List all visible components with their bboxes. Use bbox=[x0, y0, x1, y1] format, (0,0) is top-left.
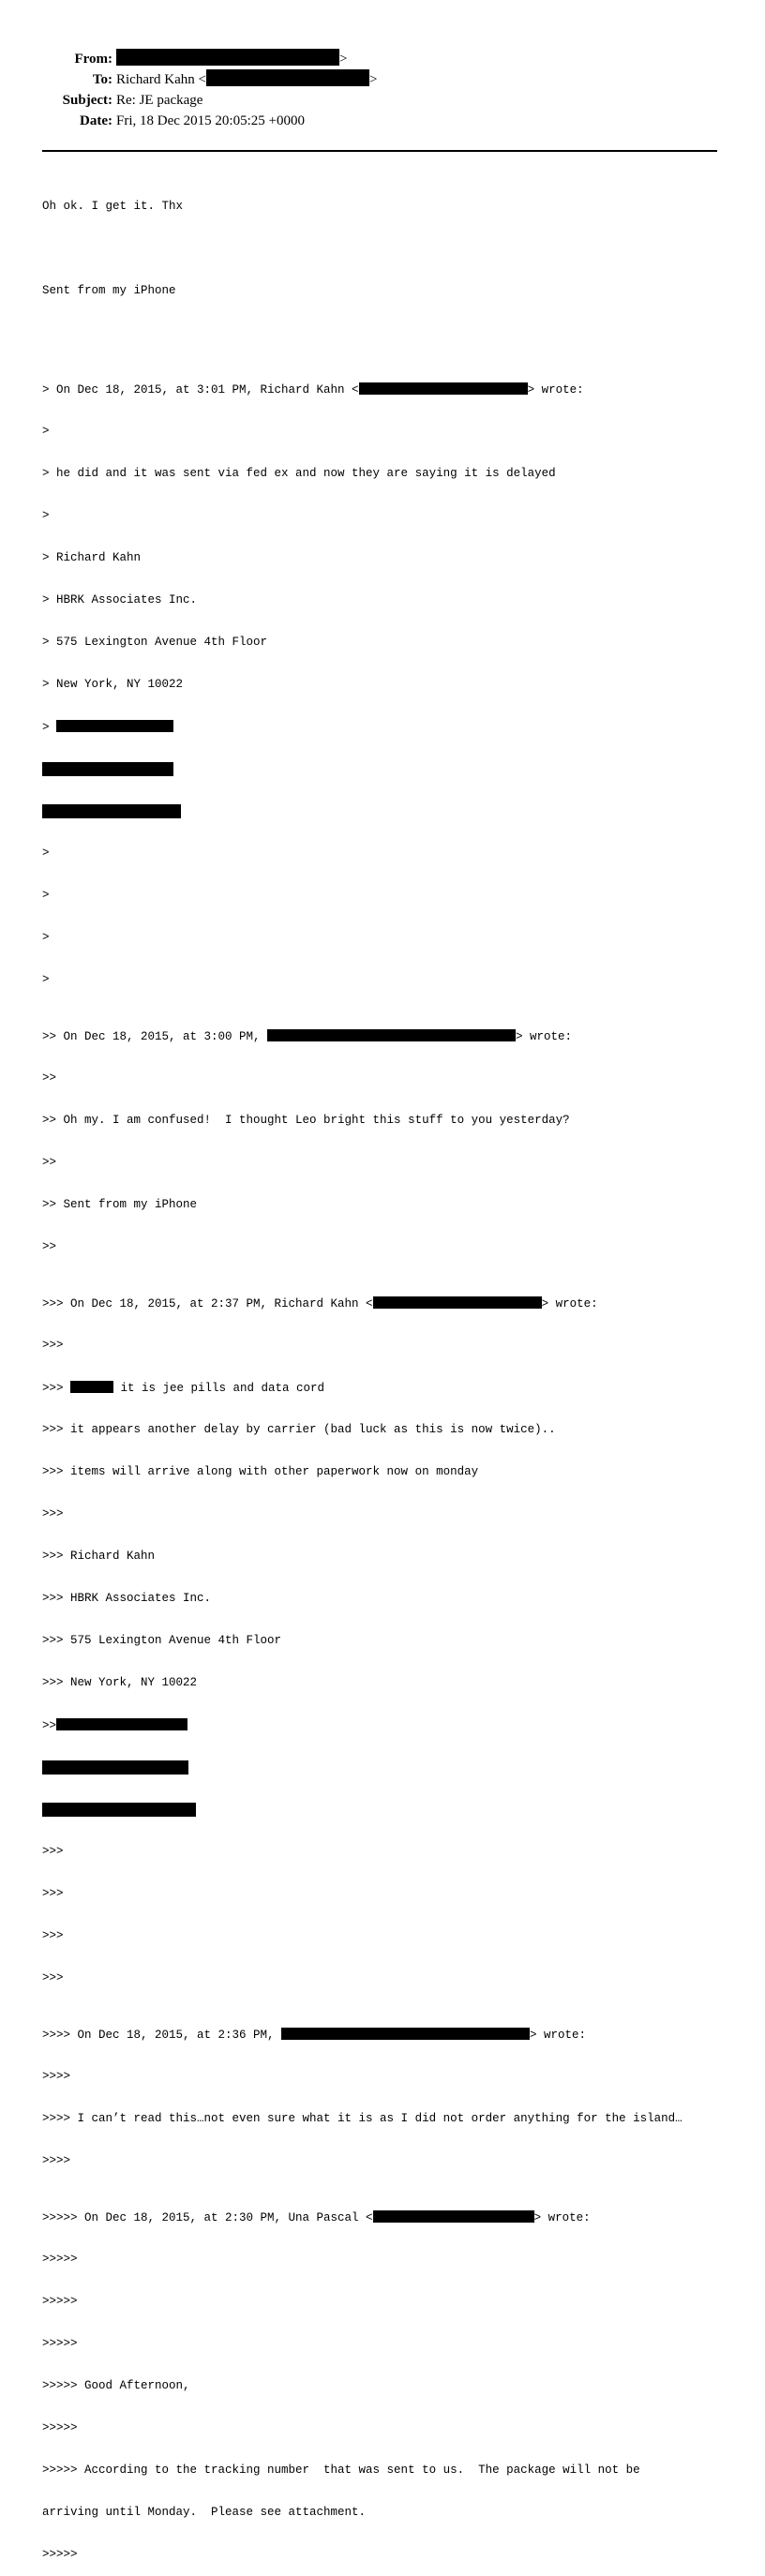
quote-header-suffix: > wrote: bbox=[530, 2029, 587, 2042]
body-line: > he did and it was sent via fed ex and now they are saying it is delayed bbox=[42, 467, 556, 480]
body-line: Oh ok. I get it. Thx bbox=[42, 200, 184, 213]
redaction-block bbox=[56, 720, 173, 732]
signature-line: >>> Richard Kahn bbox=[42, 1550, 156, 1563]
from-label: From: bbox=[74, 52, 112, 67]
body-line: >>>> I can’t read this…not even sure what it is as I did not order anything for the island… bbox=[42, 2112, 682, 2125]
signature-line: >>> New York, NY 10022 bbox=[42, 1676, 198, 1689]
from-suffix: > bbox=[339, 52, 348, 67]
body-line: >> bbox=[42, 1240, 57, 1253]
quote-prefix: > bbox=[42, 721, 57, 734]
to-name: Richard Kahn < bbox=[116, 72, 206, 87]
email-body bbox=[42, 172, 736, 2576]
body-line: >>>>> bbox=[42, 2295, 78, 2308]
body-line: >> bbox=[42, 1156, 57, 1169]
body-line: >>> items will arrive along with other paperwork now on monday bbox=[42, 1465, 479, 1478]
body-line: >>>>> bbox=[42, 2253, 78, 2266]
blank-line bbox=[42, 242, 736, 256]
body-line: >>>> bbox=[42, 2070, 71, 2083]
header-divider bbox=[42, 150, 717, 152]
redacted-line bbox=[42, 1803, 736, 1817]
body-line: >> Sent from my iPhone bbox=[42, 1198, 198, 1211]
signature-line: > New York, NY 10022 bbox=[42, 678, 184, 691]
redaction-block bbox=[359, 382, 528, 395]
body-line: > bbox=[42, 889, 50, 902]
body-line: >>>> bbox=[42, 2154, 71, 2167]
body-line: >>>>> bbox=[42, 2421, 78, 2434]
redacted-line bbox=[42, 1718, 736, 1732]
from-value bbox=[116, 49, 347, 69]
signature-line: > HBRK Associates Inc. bbox=[42, 593, 198, 607]
quote-header bbox=[42, 1296, 736, 1310]
body-line: >>>>> Good Afternoon, bbox=[42, 2379, 190, 2392]
body-line: >>> bbox=[42, 1339, 64, 1352]
body-line: >>> it appears another delay by carrier (bad luck as this is now twice).. bbox=[42, 1423, 556, 1436]
body-line: >>>>> bbox=[42, 2337, 78, 2350]
redaction-block bbox=[42, 1760, 188, 1775]
redacted-line bbox=[42, 804, 736, 818]
redaction-block bbox=[116, 49, 339, 66]
subject-label: Subject: bbox=[62, 93, 112, 108]
date-label: Date: bbox=[80, 113, 112, 128]
quote-header-text: >> On Dec 18, 2015, at 3:00 PM, bbox=[42, 1030, 268, 1043]
redaction-block bbox=[70, 1381, 113, 1393]
quote-header-text: >>> On Dec 18, 2015, at 2:37 PM, Richard Kahn < bbox=[42, 1297, 373, 1310]
quote-header-suffix: > wrote: bbox=[527, 383, 584, 397]
body-line: > bbox=[42, 425, 50, 438]
redaction-block bbox=[267, 1029, 516, 1041]
signature-line: > Richard Kahn bbox=[42, 551, 142, 564]
body-line: > bbox=[42, 846, 50, 860]
body-line: >>> bbox=[42, 1507, 64, 1520]
body-line: > bbox=[42, 973, 50, 986]
to-value bbox=[116, 69, 377, 90]
redacted-line bbox=[42, 720, 736, 734]
quote-header-suffix: > wrote: bbox=[541, 1297, 598, 1310]
body-line: >>> bbox=[42, 1929, 64, 1942]
signature-line: >>> 575 Lexington Avenue 4th Floor bbox=[42, 1634, 282, 1647]
body-line: Sent from my iPhone bbox=[42, 284, 176, 297]
body-line: >>> bbox=[42, 1845, 64, 1858]
body-line: > bbox=[42, 509, 50, 522]
redaction-block bbox=[373, 2210, 534, 2223]
redaction-block bbox=[42, 804, 181, 818]
body-line: arriving until Monday. Please see attachment. bbox=[42, 2506, 367, 2519]
redacted-line bbox=[42, 1760, 736, 1775]
date-value: Fri, 18 Dec 2015 20:05:25 +0000 bbox=[116, 113, 305, 128]
quote-header-text: >>>>> On Dec 18, 2015, at 2:30 PM, Una Pascal < bbox=[42, 2211, 373, 2224]
body-line: >>> bbox=[42, 1971, 64, 1984]
body-line: >>> bbox=[42, 1887, 64, 1900]
redaction-block bbox=[56, 1718, 188, 1730]
body-line-text: it is jee pills and data cord bbox=[113, 1382, 325, 1395]
body-line bbox=[42, 1381, 736, 1395]
blank-line bbox=[42, 326, 736, 340]
signature-line: > 575 Lexington Avenue 4th Floor bbox=[42, 636, 268, 649]
quote-header-text: >>>> On Dec 18, 2015, at 2:36 PM, bbox=[42, 2029, 282, 2042]
quote-prefix: >>> bbox=[42, 1382, 71, 1395]
subject-value: Re: JE package bbox=[116, 93, 203, 108]
quote-header bbox=[42, 1029, 736, 1043]
redaction-block bbox=[281, 2028, 530, 2040]
body-line: >> Oh my. I am confused! I thought Leo bright this stuff to you yesterday? bbox=[42, 1114, 570, 1127]
redacted-line bbox=[42, 762, 736, 776]
to-label: To: bbox=[92, 72, 112, 87]
quote-header bbox=[42, 2028, 736, 2042]
redaction-block bbox=[373, 1296, 542, 1309]
redaction-block bbox=[42, 762, 173, 776]
body-line: >> bbox=[42, 1071, 57, 1085]
body-line: >>>>> According to the tracking number that was sent to us. The package will not be bbox=[42, 2464, 640, 2477]
to-suffix: > bbox=[368, 72, 378, 87]
quote-header-text: > On Dec 18, 2015, at 3:01 PM, Richard Kahn < bbox=[42, 383, 359, 397]
redaction-block bbox=[206, 69, 369, 86]
quote-header-suffix: > wrote: bbox=[533, 2211, 591, 2224]
quote-header-suffix: > wrote: bbox=[516, 1030, 573, 1043]
body-line: >>>>> bbox=[42, 2548, 78, 2561]
quote-header bbox=[42, 2210, 736, 2224]
quote-prefix: >> bbox=[42, 1719, 57, 1732]
signature-line: >>> HBRK Associates Inc. bbox=[42, 1592, 212, 1605]
quote-header bbox=[42, 382, 736, 397]
body-line: > bbox=[42, 931, 50, 944]
redaction-block bbox=[42, 1803, 196, 1817]
